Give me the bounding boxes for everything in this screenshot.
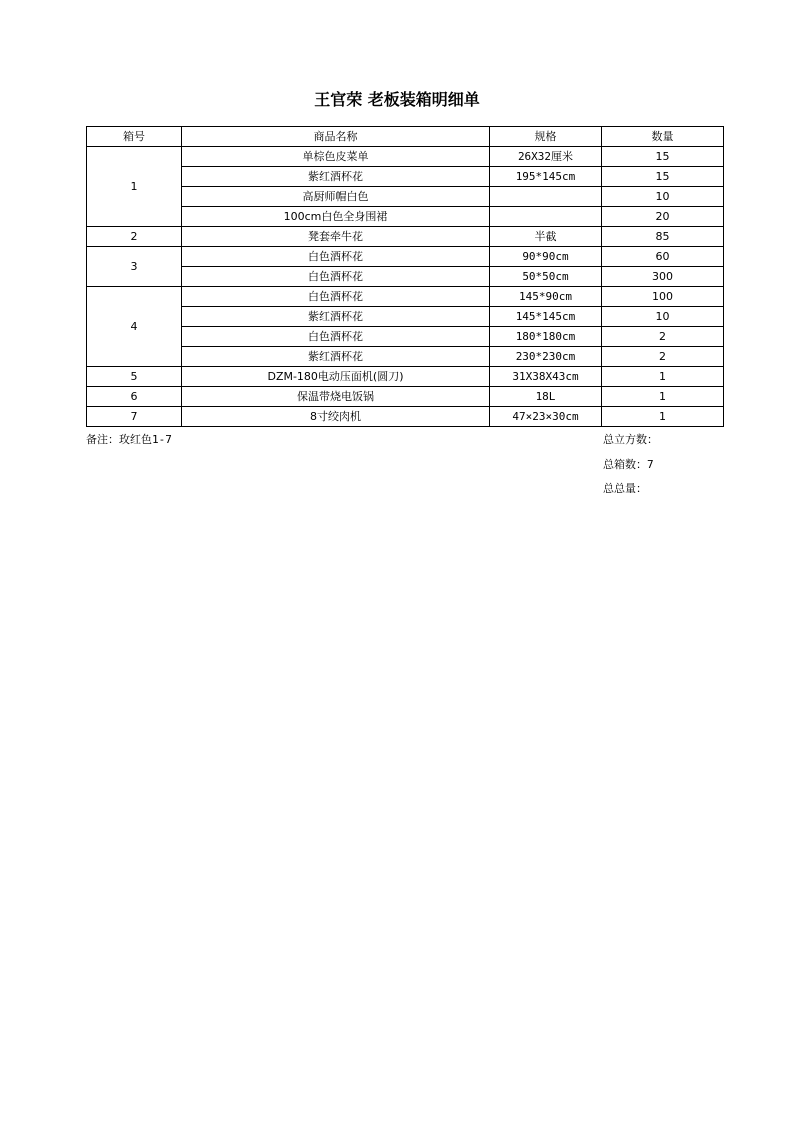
header-product-name: 商品名称 [182, 127, 490, 147]
spec-cell: 18L [490, 387, 602, 407]
table-row [87, 287, 724, 307]
table-row [87, 247, 724, 267]
quantity-cell: 100 [602, 287, 724, 307]
remark-note: 备注：玫红色1-7 [86, 433, 172, 446]
spec-cell [490, 187, 602, 207]
quantity-cell: 60 [602, 247, 724, 267]
box-number-cell: 1 [87, 147, 182, 227]
total-weight-label: 总总量： [603, 482, 647, 495]
box-number-cell: 4 [87, 287, 182, 367]
quantity-cell: 15 [602, 167, 724, 187]
spec-cell: 145*145cm [490, 307, 602, 327]
quantity-cell: 1 [602, 367, 724, 387]
spec-cell: 50*50cm [490, 267, 602, 287]
product-name-cell: 紫红酒杯花 [182, 307, 490, 327]
packing-list-table [86, 126, 724, 427]
header-spec: 规格 [490, 127, 602, 147]
quantity-cell: 10 [602, 187, 724, 207]
product-name-cell: 高厨师帽白色 [182, 187, 490, 207]
product-name-cell: 凳套牵牛花 [182, 227, 490, 247]
spec-cell: 半截 [490, 227, 602, 247]
table-row [87, 207, 724, 227]
table-body [87, 147, 724, 427]
quantity-cell: 2 [602, 327, 724, 347]
table-row [87, 347, 724, 367]
table-row [87, 187, 724, 207]
table-header-row [87, 127, 724, 147]
total-boxes-label: 总箱数：7 [603, 458, 654, 471]
product-name-cell: 白色酒杯花 [182, 267, 490, 287]
quantity-cell: 15 [602, 147, 724, 167]
document-title: 王官荣 老板装箱明细单 [314, 90, 480, 109]
spec-cell: 26X32厘米 [490, 147, 602, 167]
spec-cell: 31X38X43cm [490, 367, 602, 387]
spec-cell: 180*180cm [490, 327, 602, 347]
table-row [87, 307, 724, 327]
product-name-cell: 8寸绞肉机 [182, 407, 490, 427]
header-box-no: 箱号 [87, 127, 182, 147]
product-name-cell: 白色酒杯花 [182, 327, 490, 347]
table-row [87, 267, 724, 287]
product-name-cell: 紫红酒杯花 [182, 167, 490, 187]
box-number-cell: 6 [87, 387, 182, 407]
spec-cell: 195*145cm [490, 167, 602, 187]
product-name-cell: 白色酒杯花 [182, 247, 490, 267]
quantity-cell: 20 [602, 207, 724, 227]
quantity-cell: 1 [602, 407, 724, 427]
quantity-cell: 2 [602, 347, 724, 367]
box-number-cell: 5 [87, 367, 182, 387]
table-row [87, 407, 724, 427]
quantity-cell: 10 [602, 307, 724, 327]
product-name-cell: 保温带烧电饭锅 [182, 387, 490, 407]
table-row [87, 387, 724, 407]
total-volume-label: 总立方数： [603, 433, 658, 446]
table-row [87, 227, 724, 247]
table-row [87, 147, 724, 167]
quantity-cell: 1 [602, 387, 724, 407]
spec-cell: 90*90cm [490, 247, 602, 267]
product-name-cell: 单棕色皮菜单 [182, 147, 490, 167]
product-name-cell: 白色酒杯花 [182, 287, 490, 307]
box-number-cell: 2 [87, 227, 182, 247]
table-row [87, 327, 724, 347]
box-number-cell: 3 [87, 247, 182, 287]
table-row [87, 367, 724, 387]
product-name-cell: 100cm白色全身围裙 [182, 207, 490, 227]
spec-cell [490, 207, 602, 227]
spec-cell: 145*90cm [490, 287, 602, 307]
product-name-cell: 紫红酒杯花 [182, 347, 490, 367]
quantity-cell: 85 [602, 227, 724, 247]
spec-cell: 230*230cm [490, 347, 602, 367]
quantity-cell: 300 [602, 267, 724, 287]
box-number-cell: 7 [87, 407, 182, 427]
spec-cell: 47×23×30cm [490, 407, 602, 427]
table-row [87, 167, 724, 187]
header-quantity: 数量 [602, 127, 724, 147]
product-name-cell: DZM-180电动压面机(圆刀) [182, 367, 490, 387]
